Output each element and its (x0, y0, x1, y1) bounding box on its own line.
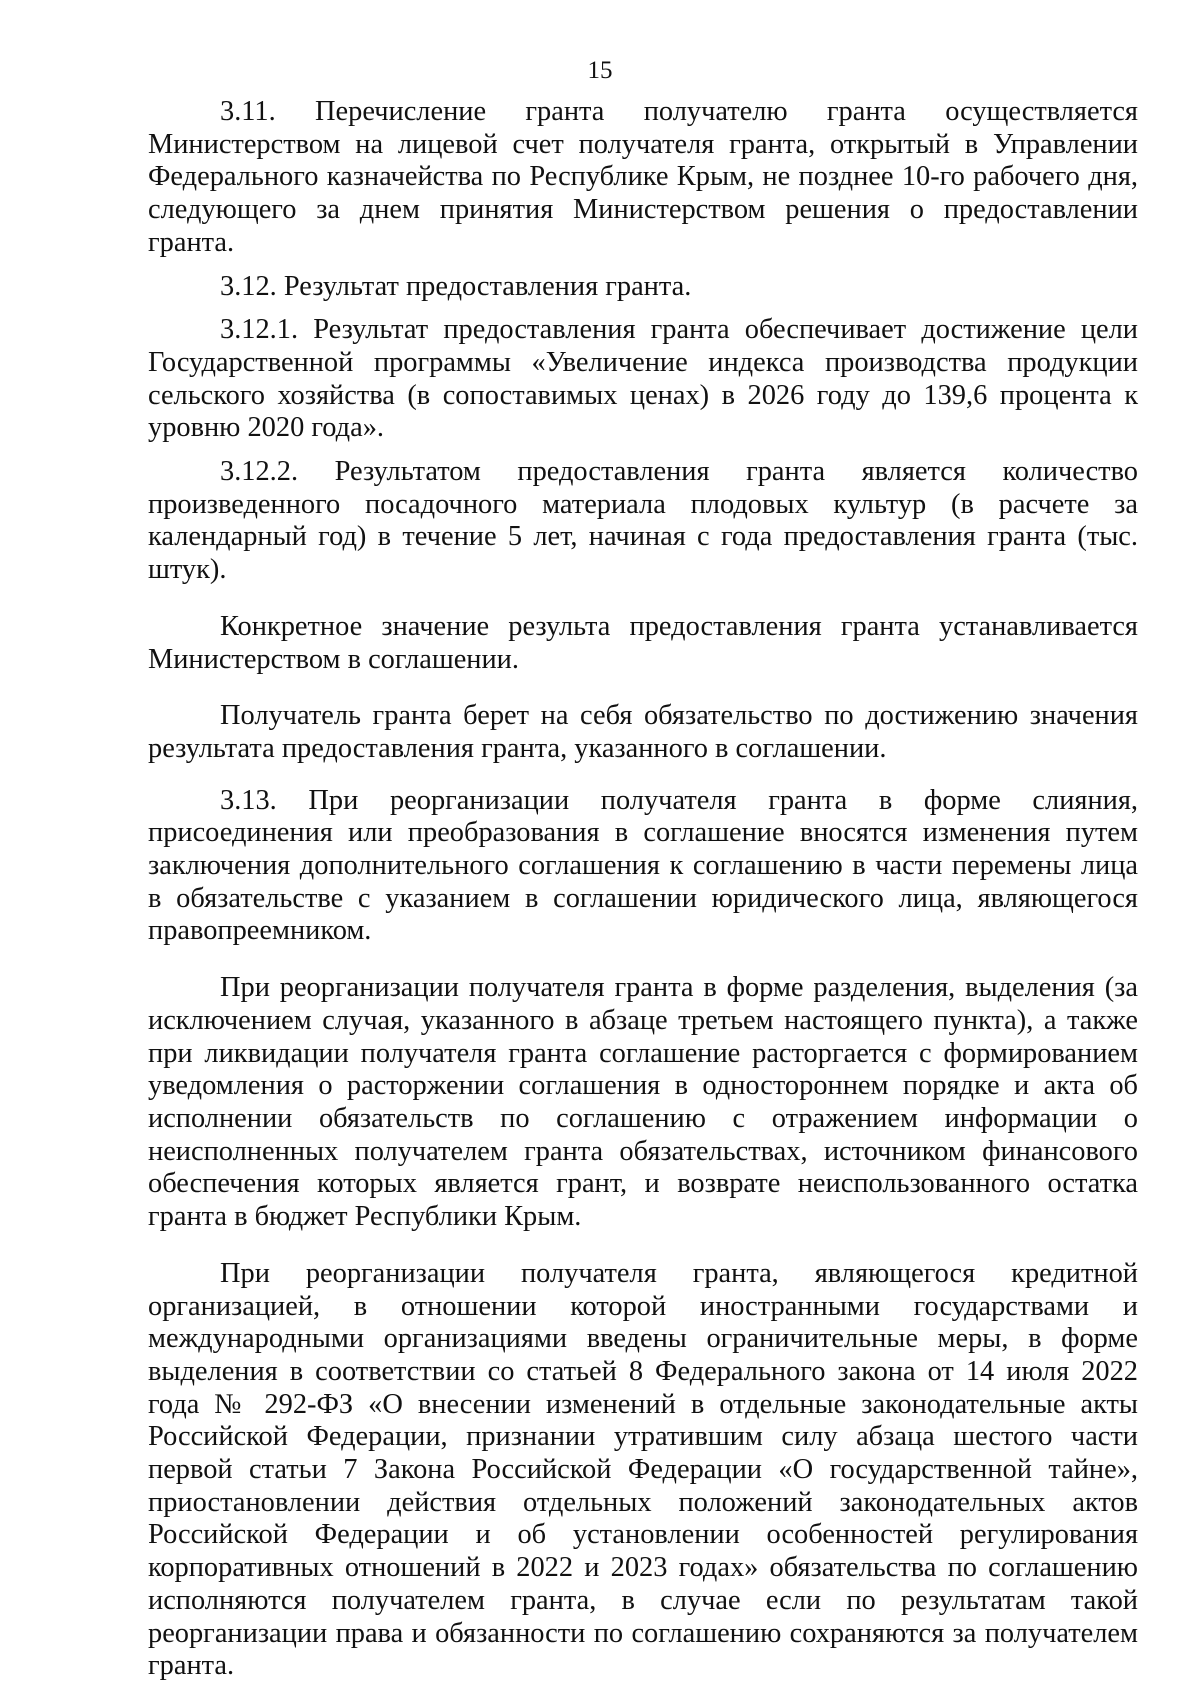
paragraph-3-13: 3.13. При реорганизации получателя гранта в форме слияния, присоединения или преобразования в соглашение вносятся изменения путем заключения дополнительного соглашения к соглашению в части перемены лица в обязательстве с указанием в соглашении юридического лица, являющегося правопреемником. (148, 784, 1138, 947)
paragraph-3-12-2: 3.12.2. Результатом предоставления гранта является количество произведенного посадочного материала плодовых культур (в расчете за календарный год) в течение 5 лет, начиная с года предоставления гранта (тыс. штук). (148, 456, 1138, 586)
paragraph-3-12-1: 3.12.1. Результат предоставления гранта обеспечивает достижение цели Государственной программы «Увеличение индекса производства продукции сельского хозяйства (в сопоставимых ценах) в 2026 году до 139,6 процента к уровню 2020 года». (148, 314, 1138, 444)
paragraph-3-12: 3.12. Результат предоставления гранта. (220, 270, 692, 302)
paragraph-3-11: 3.11. Перечисление гранта получателю гранта осуществляется Министерством на лицевой счет получателя гранта, открытый в Управлении Федерального казначейства по Республике Крым, не позднее 10-го рабочего дня, следующего за днем принятия Министерством решения о предоставлении гранта. (148, 96, 1138, 258)
paragraph-credit-organization: При реорганизации получателя гранта, являющегося кредитной организацией, в отношении которой иностранными государствами и международными организациями введены ограничительные меры, в форме выделения в соответствии со статьей 8 Федерального закона от 14 июля 2022 года № 292-ФЗ «О внесении изменений в отдельные законодательные акты Российской Федерации, признании утратившим силу абзаца шестого части первой статьи 7 Закона Российской Федерации «О государственной тайне», приостановлении действия отдельных положений законодательных актов Российской Федерации и об установлении особенностей регулирования корпоративных отношений в 2022 и 2023 годах» обязательства по соглашению исполняются получателем гранта, в случае если по результатам такой реорганизации права и обязанности по соглашению сохраняются за получателем гранта. (148, 1257, 1138, 1682)
paragraph-reorganization-division: При реорганизации получателя гранта в форме разделения, выделения (за исключением случая, указанного в абзаце третьем настоящего пункта), а также при ликвидации получателя гранта соглашение расторгается с формированием уведомления о расторжении соглашения в одностороннем порядке и акта об исполнении обязательств по соглашению с отражением информации о неисполненных получателем гранта обязательствах, источником финансового обеспечения которых является грант, и возврате неиспользованного остатка гранта в бюджет Республики Крым. (148, 972, 1138, 1233)
paragraph-recipient-obligation: Получатель гранта берет на себя обязательство по достижению значения результата предоставления гранта, указанного в соглашении. (148, 700, 1138, 764)
document-body (148, 96, 1138, 1683)
paragraph-result-value: Конкретное значение результа предоставления гранта устанавливается Министерством в соглашении. (148, 610, 1138, 675)
page-number: 15 (587, 57, 613, 84)
